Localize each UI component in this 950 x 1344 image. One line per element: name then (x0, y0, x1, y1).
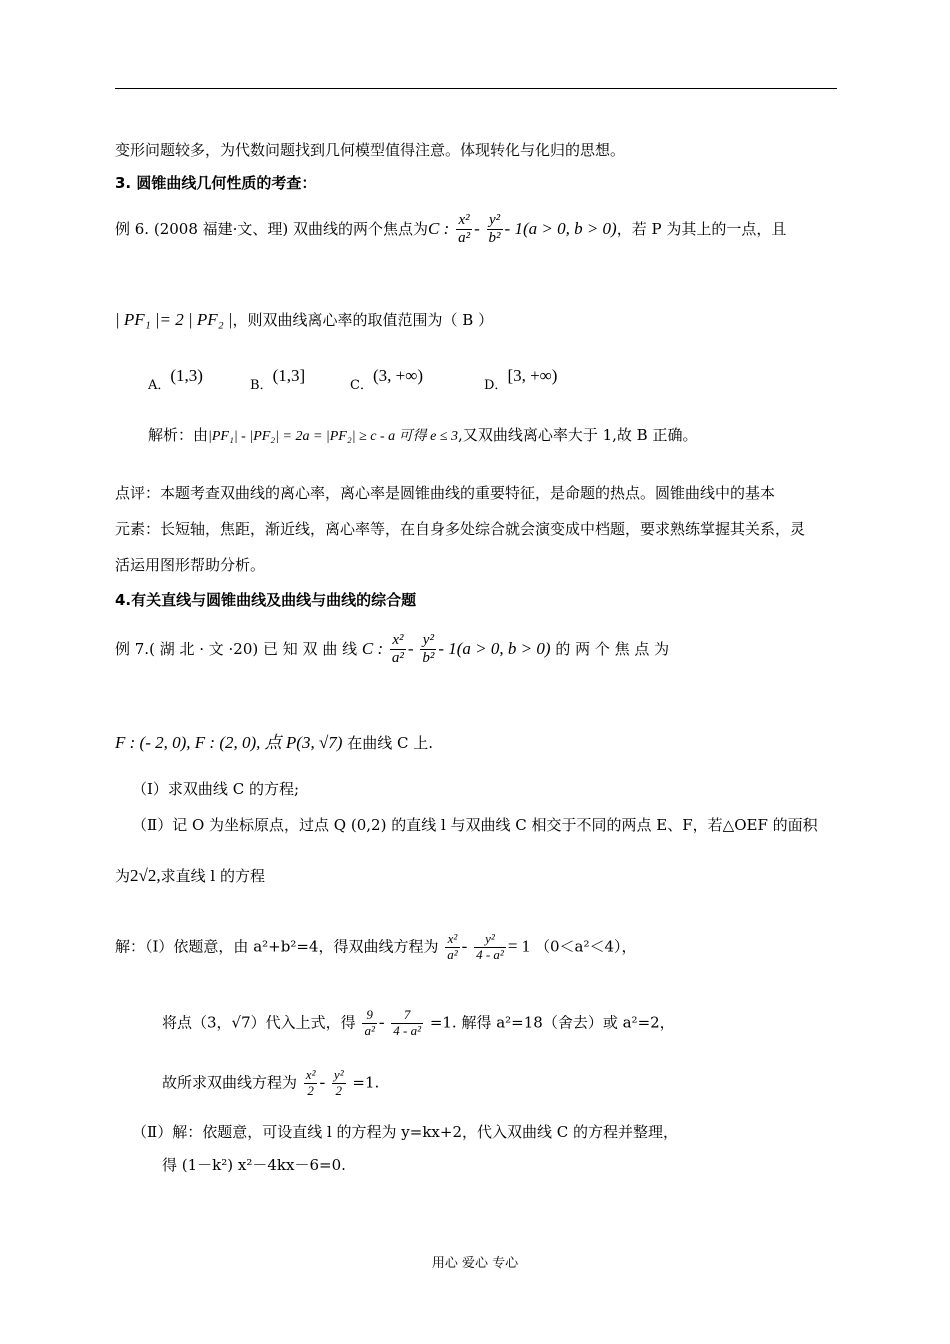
option-d (484, 366, 558, 393)
comment-line: 元素：长短轴，焦距，渐近线，离心率等，在自身多处综合就会演变成中档题，要求熟练掌握其关系，灵 (115, 520, 806, 538)
denominator: b² (422, 650, 435, 667)
header-rule (115, 88, 837, 89)
option-a (148, 366, 203, 393)
option-label: A． (148, 378, 171, 393)
denominator: 2 (335, 1082, 342, 1098)
condition-formula: | PF₁ |= 2 | PF₂ | (115, 310, 233, 329)
formula-tail: - 1(a > 0, b > 0) (504, 218, 617, 238)
denominator: b² (488, 230, 501, 247)
numerator: y² (487, 212, 503, 230)
section-heading: 4.有关直线与圆锥曲线及曲线与曲线的综合题 (115, 591, 417, 609)
equals-one: = 1 (507, 936, 531, 956)
example-6-suffix: ，若 P 为其上的一点，且 (616, 219, 787, 238)
fraction (420, 632, 436, 668)
option-value: (3, +∞) (372, 366, 423, 385)
example-6-statement (115, 212, 786, 248)
question-2-continued (115, 866, 265, 886)
minus-sign: - (319, 1072, 326, 1092)
question-1: （Ⅰ）求双曲线 C 的方程; (132, 780, 299, 798)
fraction (390, 632, 406, 668)
denominator: a² (458, 230, 471, 247)
denominator: 2 (307, 1082, 314, 1098)
option-value: [3, +∞) (507, 366, 558, 385)
example-7-statement (115, 632, 669, 668)
numerator: x² (445, 932, 459, 948)
question-2-prefix: 为 (115, 867, 131, 885)
solution-suffix: ,又双曲线离心率大于 1,故 B 正确。 (458, 426, 698, 444)
example-6-prefix: 例 6. (2008 福建·文、理) 双曲线的两个焦点为 (115, 219, 429, 238)
numerator: 9 (362, 1008, 376, 1024)
denominator: a² (391, 650, 404, 667)
denominator: 4 - a² (476, 946, 504, 962)
numerator: x² (456, 212, 472, 230)
foci-formula: F : (- 2, 0), F : (2, 0), 点 P(3, √7) (115, 733, 343, 752)
fraction (362, 1008, 376, 1039)
solution-line-2 (162, 1008, 675, 1039)
option-value: (1,3) (170, 366, 203, 385)
area-formula: 2√2, (130, 866, 161, 885)
question-2-text: 求直线 l 的方程 (160, 867, 265, 885)
option-value: (1,3] (272, 366, 306, 385)
solution-prefix: 将点（3，√7）代入上式，得 (162, 1013, 356, 1032)
fraction (445, 932, 459, 963)
solution-prefix: 解析：由 (148, 426, 209, 444)
solution-line-1 (115, 932, 637, 963)
fraction (474, 932, 506, 963)
numerator: y² (420, 632, 436, 650)
numerator: y² (333, 1067, 344, 1082)
minus-sign: - (378, 1012, 385, 1032)
numerator: x² (390, 632, 406, 650)
formula-c: C : (361, 638, 384, 658)
example-7-prefix: 例 7.( 湖 北 · 文 ·20) 已 知 双 曲 线 (115, 639, 358, 658)
solution-suffix: =1. 解得 a²=18（舍去）或 a²=2， (429, 1013, 675, 1032)
text-line: 变形问题较多，为代数问题找到几何模型值得注意。体现转化与化归的思想。 (115, 141, 626, 159)
page-footer: 用心 爱心 专心 (431, 1256, 519, 1271)
section-heading: 3. 圆锥曲线几何性质的考查： (115, 174, 317, 192)
example-7-foci (115, 733, 433, 753)
solution-suffix: =1. (352, 1073, 380, 1092)
minus-sign: - (407, 638, 414, 658)
fraction (456, 212, 472, 248)
example-7-suffix: 的 两 个 焦 点 为 (555, 639, 670, 658)
comment-line: 活运用图形帮助分析。 (115, 556, 266, 574)
numerator: 7 (391, 1008, 423, 1024)
minus-sign: - (474, 218, 480, 238)
denominator: a² (447, 946, 458, 962)
option-label: D． (484, 378, 508, 393)
question-2: （Ⅱ）记 O 为坐标原点，过点 Q (0,2) 的直线 l 与双曲线 C 相交于不同的两点 E、F，若△OEF 的面积 (132, 816, 818, 834)
foci-text: 在曲线 C 上. (347, 734, 434, 752)
example-6-condition (115, 310, 493, 330)
option-c (350, 366, 423, 393)
solution-suffix: （0＜a²＜4）， (534, 937, 637, 956)
denominator: 4 - a² (393, 1022, 422, 1038)
comment-line: 点评：本题考查双曲线的离心率，离心率是圆锥曲线的重要特征，是命题的热点。圆锥曲线中的基本 (115, 484, 776, 502)
minus-sign: - (461, 936, 468, 956)
fraction (391, 1008, 423, 1039)
formula-c: C : (428, 218, 450, 238)
option-label: B． (250, 378, 273, 393)
fraction (304, 1068, 318, 1099)
solution-line-5: 得 (1－k²) x²－4kx－6=0. (162, 1156, 346, 1174)
numerator: x² (305, 1067, 316, 1082)
denominator: a² (364, 1022, 375, 1038)
example-6-solution (148, 426, 697, 446)
formula-tail: - 1(a > 0, b > 0) (438, 638, 551, 658)
fraction (332, 1068, 346, 1099)
numerator: y² (474, 932, 506, 948)
fraction (487, 212, 503, 248)
option-label: C． (350, 378, 373, 393)
solution-line-3 (162, 1068, 379, 1099)
solution-formula: |PF₁| - |PF₂| = 2a = |PF₂| ≥ c - a 可得 e ≤ 3 (208, 429, 459, 444)
solution-prefix: 故所求双曲线方程为 (162, 1073, 298, 1092)
solution-line-4: （Ⅱ）解：依题意，可设直线 l 的方程为 y=kx+2，代入双曲线 C 的方程并整理， (132, 1123, 679, 1141)
condition-text: ，则双曲线离心率的取值范围为（ B ） (232, 311, 494, 329)
solution-prefix: 解：（Ⅰ）依题意，由 a²+b²=4，得双曲线方程为 (115, 937, 439, 956)
option-b (250, 366, 306, 393)
